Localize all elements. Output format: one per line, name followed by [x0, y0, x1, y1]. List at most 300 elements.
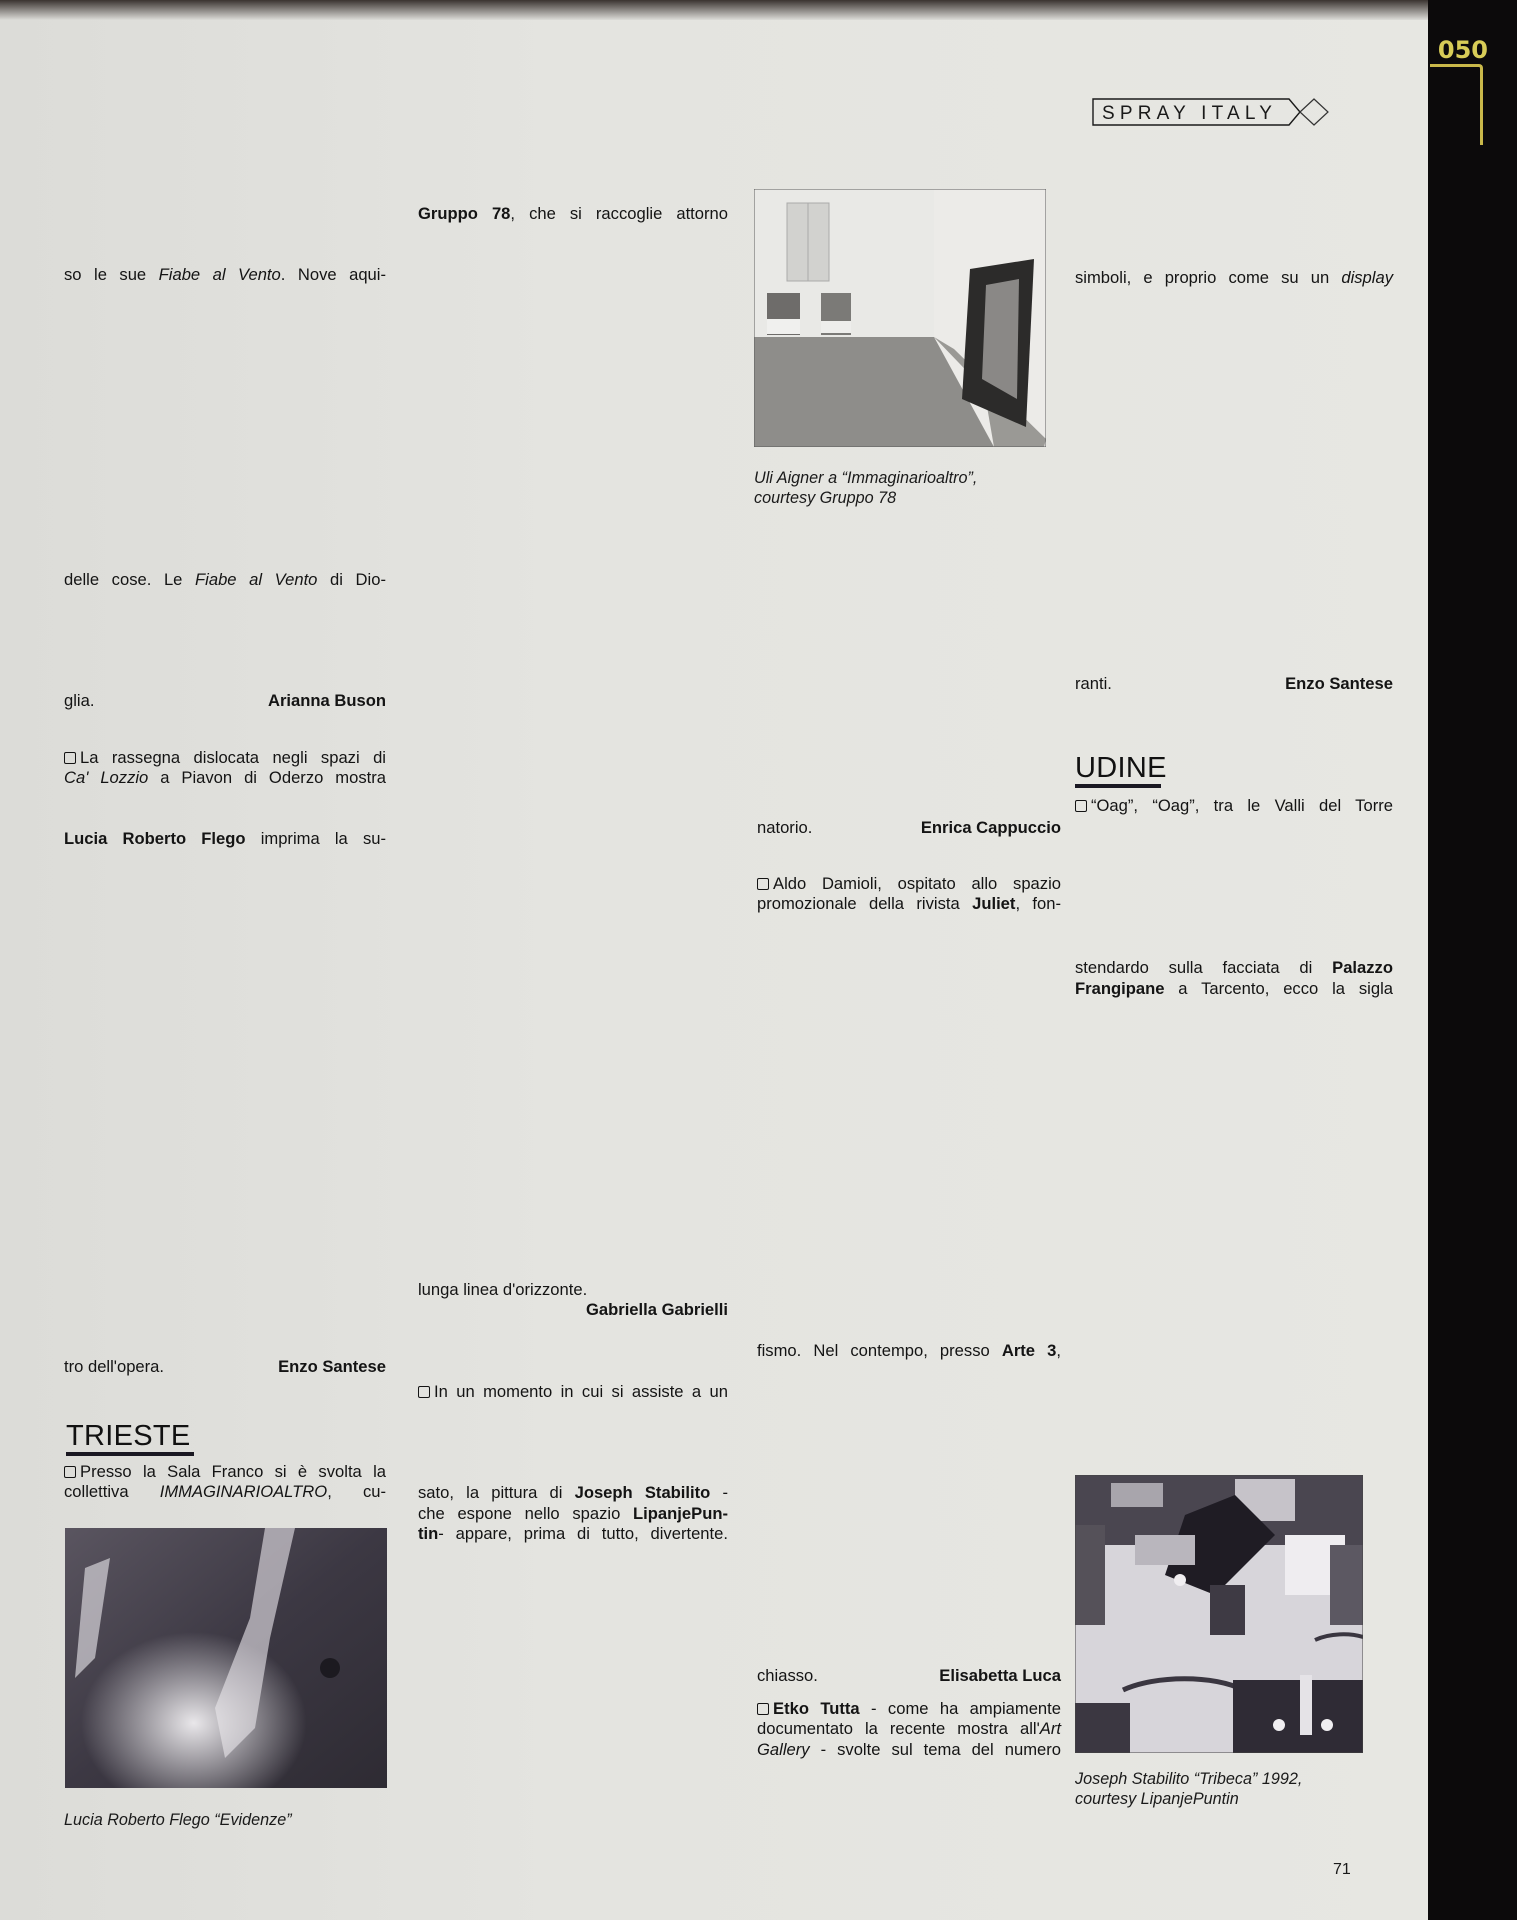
text-line: documentato la recente mostra all'Art — [757, 1719, 1061, 1739]
text-line — [64, 1012, 386, 1032]
text-line — [757, 1321, 1061, 1341]
text-line — [757, 975, 1061, 995]
text-line — [418, 1219, 728, 1239]
text-line — [418, 935, 728, 955]
text-line — [418, 1239, 728, 1259]
text-line — [64, 225, 386, 245]
column-3-article-c — [757, 1699, 1061, 1821]
text-line — [64, 1337, 386, 1357]
text-line — [1075, 1182, 1393, 1202]
closing-text: tro dell'opera. — [64, 1356, 165, 1376]
text-line — [1075, 918, 1393, 938]
text-line — [418, 955, 728, 975]
text-line — [418, 1666, 728, 1686]
text-line: promozionale della rivista Juliet, fon- — [757, 894, 1061, 914]
text-line — [1075, 309, 1393, 329]
text-line — [64, 184, 386, 204]
text-line — [1075, 816, 1393, 836]
text-line — [64, 1316, 386, 1336]
text-line — [418, 488, 728, 508]
text-line — [1075, 837, 1393, 857]
text-line — [64, 610, 386, 630]
text-line — [64, 1032, 386, 1052]
text-line — [418, 1158, 728, 1178]
text-line — [1075, 634, 1393, 654]
text-line — [1075, 1385, 1393, 1405]
text-line — [418, 915, 728, 935]
text-line — [418, 1118, 728, 1138]
text-line — [418, 387, 728, 407]
text-line — [757, 1239, 1061, 1259]
text-line — [418, 1077, 728, 1097]
text-line — [757, 1463, 1061, 1483]
text-line: Ca' Lozzio a Piavon di Oderzo mostra — [64, 768, 386, 788]
text-line — [1075, 1202, 1393, 1222]
text-line — [64, 1296, 386, 1316]
text-line — [1075, 573, 1393, 593]
text-line — [1075, 228, 1393, 248]
photo-lucia-roberto-flego-evidenze — [65, 1528, 387, 1788]
spine-issue-number: 050 — [1437, 36, 1488, 64]
text-line — [1075, 1425, 1393, 1445]
text-line — [418, 834, 728, 854]
page-number: 71 — [1333, 1861, 1351, 1878]
text-line — [757, 915, 1061, 935]
text-line: delle cose. Le Fiabe al Vento di Dio- — [64, 569, 386, 589]
text-line — [757, 676, 1061, 696]
text-line — [757, 1097, 1061, 1117]
text-line — [757, 996, 1061, 1016]
text-line — [418, 590, 728, 610]
text-line — [64, 849, 386, 869]
text-line — [64, 870, 386, 890]
author-name: Enzo Santese — [278, 1356, 386, 1376]
text-line — [64, 488, 386, 508]
text-line — [1075, 1100, 1393, 1120]
text-line — [1075, 1303, 1393, 1323]
signature-line — [418, 1300, 728, 1320]
text-line — [418, 265, 728, 285]
text-line — [418, 773, 728, 793]
text-line — [757, 1361, 1061, 1381]
text-line — [1075, 451, 1393, 471]
column-4-article-a — [1075, 187, 1393, 694]
text-line — [418, 1788, 728, 1808]
text-line — [1075, 1060, 1393, 1080]
text-line — [757, 757, 1061, 777]
text-line — [64, 509, 386, 529]
text-line — [418, 346, 728, 366]
column-3-article-a — [757, 554, 1061, 838]
column-2-article-a — [418, 184, 728, 1321]
text-line — [1075, 552, 1393, 572]
text-line — [1075, 1121, 1393, 1141]
text-line — [1075, 329, 1393, 349]
text-line — [757, 1625, 1061, 1645]
text-line: lunga linea d'orizzonte. — [418, 1280, 588, 1300]
text-line: Gruppo 78, che si raccoglie attorno — [418, 204, 729, 224]
text-line — [418, 813, 728, 833]
text-line: fismo. Nel contempo, presso Arte 3, — [757, 1340, 1061, 1360]
text-line — [418, 285, 728, 305]
text-line — [757, 1219, 1061, 1239]
paragraph-bullet-icon — [757, 1703, 769, 1715]
text-line: Presso la Sala Franco si è svolta la — [64, 1462, 386, 1482]
author-name: Elisabetta Luca — [939, 1665, 1061, 1685]
caption-line: courtesy LipanjePuntin — [1075, 1790, 1239, 1809]
text-line — [418, 854, 728, 874]
signature-line — [757, 1666, 1061, 1686]
text-line — [418, 732, 728, 752]
text-line: collettiva IMMAGINARIOALTRO, cu- — [64, 1482, 386, 1502]
text-line — [757, 1483, 1061, 1503]
text-line — [64, 387, 386, 407]
text-line — [757, 1057, 1061, 1077]
author-name: Enzo Santese — [1285, 674, 1393, 694]
text-line — [1075, 613, 1393, 633]
text-line — [757, 955, 1061, 975]
text-line — [418, 428, 728, 448]
text-line — [418, 1605, 728, 1625]
text-line — [1075, 491, 1393, 511]
text-line — [64, 448, 386, 468]
text-line — [1075, 999, 1393, 1019]
text-line — [1075, 938, 1393, 958]
text-line — [757, 1780, 1061, 1800]
text-line — [1075, 431, 1393, 451]
text-line — [1075, 1344, 1393, 1364]
text-line — [757, 635, 1061, 655]
text-line — [418, 1768, 728, 1788]
text-line — [418, 874, 728, 894]
text-line — [418, 631, 728, 651]
text-line — [757, 1584, 1061, 1604]
text-line — [757, 1800, 1061, 1820]
text-line — [418, 1402, 728, 1422]
text-line — [64, 285, 386, 305]
text-line — [757, 1442, 1061, 1462]
text-line — [418, 671, 728, 691]
caption-line: Uli Aigner a “Immaginarioaltro”, — [754, 469, 978, 487]
text-line — [418, 1829, 728, 1849]
page-top-shadow — [0, 0, 1428, 20]
text-line — [418, 245, 728, 265]
text-line — [418, 184, 728, 204]
text-line — [757, 737, 1061, 757]
paragraph-bullet-icon — [418, 1386, 430, 1398]
text-line — [418, 1179, 728, 1199]
photo-joseph-stabilito-tribeca — [1075, 1475, 1363, 1753]
text-line — [418, 1057, 728, 1077]
text-line — [1075, 1080, 1393, 1100]
text-line — [64, 931, 386, 951]
text-line — [64, 1276, 386, 1296]
text-line: tin- appare, prima di tutto, divertente. — [418, 1524, 728, 1544]
text-line — [757, 1260, 1061, 1280]
text-line — [418, 1016, 728, 1036]
text-line — [757, 1564, 1061, 1584]
text-line — [418, 610, 728, 630]
text-line — [64, 1174, 386, 1194]
text-line — [64, 971, 386, 991]
heading-trieste-underline — [66, 1452, 194, 1456]
text-line — [757, 655, 1061, 675]
text-line — [418, 1423, 728, 1443]
signature-line — [757, 818, 1061, 838]
text-line — [1075, 1364, 1393, 1384]
text-line — [757, 574, 1061, 594]
heading-trieste: TRIESTE — [66, 1420, 191, 1452]
caption-line: Joseph Stabilito “Tribeca” 1992, — [1075, 1770, 1303, 1788]
text-line — [418, 1544, 728, 1564]
text-line — [418, 448, 728, 468]
text-line — [757, 1016, 1061, 1036]
column-3-article-b — [757, 874, 1061, 1686]
text-line — [64, 992, 386, 1012]
paragraph-bullet-icon — [64, 752, 76, 764]
text-line — [64, 549, 386, 569]
text-line — [1075, 1243, 1393, 1263]
text-line — [757, 777, 1061, 797]
text-line — [418, 1626, 728, 1646]
text-line — [64, 1073, 386, 1093]
closing-text: ranti. — [1075, 674, 1112, 694]
text-line — [757, 615, 1061, 635]
text-line — [757, 1158, 1061, 1178]
text-line — [757, 1300, 1061, 1320]
heading-udine-underline — [1075, 784, 1161, 788]
text-line — [1075, 532, 1393, 552]
text-line — [418, 1727, 728, 1747]
text-line — [1075, 187, 1393, 207]
text-line — [418, 651, 728, 671]
paragraph-bullet-icon — [64, 1466, 76, 1478]
text-line — [418, 894, 728, 914]
text-line — [757, 595, 1061, 615]
text-line — [64, 671, 386, 691]
text-line — [1075, 654, 1393, 674]
text-line: simboli, e proprio come su un display — [1075, 268, 1393, 288]
text-line — [757, 716, 1061, 736]
text-line: che espone nello spazio LipanjePun- — [418, 1503, 728, 1523]
text-line — [1075, 512, 1393, 532]
text-line — [1075, 1405, 1393, 1425]
text-line — [1075, 349, 1393, 369]
text-line — [64, 890, 386, 910]
text-line: La rassegna dislocata negli spazi di — [64, 748, 386, 768]
column-1-article-c — [64, 1462, 386, 1503]
text-line — [418, 407, 728, 427]
text-line — [1075, 1263, 1393, 1283]
text-line — [1075, 877, 1393, 897]
text-line — [1075, 248, 1393, 268]
text-line — [64, 204, 386, 224]
text-line — [757, 1199, 1061, 1219]
text-line — [418, 1808, 728, 1828]
logo-text: SPRAY ITALY — [1102, 103, 1278, 124]
paragraph-bullet-icon — [1075, 800, 1087, 812]
text-line — [418, 225, 728, 245]
text-line: Aldo Damioli, ospitato allo spazio — [757, 874, 1061, 894]
text-line — [757, 554, 1061, 574]
text-line — [1075, 1324, 1393, 1344]
text-line — [757, 1118, 1061, 1138]
text-line — [1075, 410, 1393, 430]
text-line — [757, 1645, 1061, 1665]
text-line — [1075, 593, 1393, 613]
text-line — [418, 1036, 728, 1056]
text-line: Gallery - svolte sul tema del numero — [757, 1739, 1061, 1759]
text-line — [418, 1646, 728, 1666]
text-line — [418, 752, 728, 772]
text-line — [418, 509, 728, 529]
text-line — [757, 1544, 1061, 1564]
photo-caption-evidenze: Lucia Roberto Flego “Evidenze” — [64, 1811, 292, 1829]
text-line — [418, 691, 728, 711]
text-line — [418, 976, 728, 996]
text-line — [1075, 370, 1393, 390]
text-line: sato, la pittura di Joseph Stabilito - — [418, 1483, 729, 1503]
text-line — [757, 1402, 1061, 1422]
text-line — [418, 996, 728, 1016]
text-line — [757, 935, 1061, 955]
signature-line — [64, 1357, 386, 1377]
text-line — [418, 326, 728, 346]
text-line — [418, 1463, 728, 1483]
author-name: Gabriella Gabrielli — [585, 1300, 728, 1320]
author-name: Enrica Cappuccio — [920, 817, 1061, 837]
text-line — [418, 1199, 728, 1219]
text-line: Lucia Roberto Flego imprima la su- — [64, 829, 386, 849]
column-1-article-a — [64, 184, 386, 712]
spray-italy-logo — [1092, 97, 1350, 127]
text-line — [1075, 207, 1393, 227]
author-name: Arianna Buson — [267, 691, 386, 711]
text-line — [64, 1215, 386, 1235]
text-line — [757, 1605, 1061, 1625]
heading-udine: UDINE — [1075, 752, 1167, 784]
text-line: Frangipane a Tarcento, ecco la sigla — [1075, 978, 1393, 998]
text-line — [418, 1260, 728, 1280]
text-line: “Oag”, “Oag”, tra le Valli del Torre — [1075, 796, 1393, 816]
text-line — [418, 1565, 728, 1585]
text-line — [64, 407, 386, 427]
text-line — [64, 245, 386, 265]
text-line — [418, 793, 728, 813]
text-line — [418, 712, 728, 732]
text-line — [418, 1585, 728, 1605]
text-line: Etko Tutta - come ha ampiamente — [757, 1699, 1061, 1719]
column-2-article-b — [418, 1382, 728, 1849]
text-line — [64, 326, 386, 346]
text-line — [757, 1077, 1061, 1097]
spine-arch-decoration — [1430, 64, 1483, 145]
text-line — [1075, 390, 1393, 410]
text-line — [757, 1036, 1061, 1056]
text-line — [1075, 857, 1393, 877]
column-4-article-b — [1075, 796, 1393, 1446]
text-line — [757, 798, 1061, 818]
text-line — [64, 1093, 386, 1113]
magazine-spine — [1428, 0, 1517, 1920]
text-line — [757, 1422, 1061, 1442]
column-1-article-b — [64, 748, 386, 1377]
text-line — [64, 1195, 386, 1215]
text-line — [64, 1255, 386, 1275]
text-line — [64, 1113, 386, 1133]
text-line — [757, 696, 1061, 716]
text-line — [418, 306, 728, 326]
text-line — [418, 367, 728, 387]
text-line — [64, 1235, 386, 1255]
text-line — [418, 1443, 728, 1463]
closing-text: chiasso. — [757, 1665, 818, 1685]
text-line — [64, 346, 386, 366]
closing-text: natorio. — [757, 817, 813, 837]
text-line — [64, 590, 386, 610]
text-line — [64, 789, 386, 809]
text-line — [757, 1760, 1061, 1780]
text-line — [64, 428, 386, 448]
text-line — [1075, 1141, 1393, 1161]
text-line — [1075, 1019, 1393, 1039]
text-line — [757, 1381, 1061, 1401]
text-line — [64, 651, 386, 671]
text-line — [418, 1138, 728, 1158]
text-line — [1075, 1161, 1393, 1181]
photo-caption-uli-aigner — [754, 468, 1064, 509]
text-line — [757, 1503, 1061, 1523]
photo-caption-tribeca — [1075, 1769, 1385, 1810]
text-line — [418, 468, 728, 488]
text-line — [757, 1524, 1061, 1544]
text-line — [418, 549, 728, 569]
text-line — [64, 1134, 386, 1154]
text-line: stendardo sulla facciata di Palazzo — [1075, 958, 1393, 978]
text-line: In un momento in cui si assiste a un — [418, 1382, 728, 1402]
caption-line: courtesy Gruppo 78 — [754, 489, 897, 508]
signature-line — [1075, 674, 1393, 694]
text-line — [757, 1178, 1061, 1198]
text-line — [64, 910, 386, 930]
text-line — [418, 1707, 728, 1727]
text-line — [1075, 288, 1393, 308]
text-line: so le sue Fiabe al Vento. Nove aqui- — [64, 265, 386, 285]
text-line — [64, 367, 386, 387]
text-line — [1075, 471, 1393, 491]
signature-line — [64, 691, 386, 711]
text-line — [418, 1686, 728, 1706]
text-line — [757, 1138, 1061, 1158]
text-line — [64, 809, 386, 829]
text-line — [64, 1154, 386, 1174]
text-line — [64, 631, 386, 651]
text-line — [757, 1280, 1061, 1300]
text-line — [418, 529, 728, 549]
text-line — [1075, 1283, 1393, 1303]
closing-text: glia. — [64, 691, 95, 711]
text-line — [418, 1747, 728, 1767]
text-line — [64, 468, 386, 488]
text-line — [64, 951, 386, 971]
text-line — [1075, 1040, 1393, 1060]
paragraph-bullet-icon — [757, 878, 769, 890]
text-line — [418, 1097, 728, 1117]
text-line — [64, 1052, 386, 1072]
text-line — [418, 570, 728, 590]
text-line — [1075, 897, 1393, 917]
text-line — [64, 306, 386, 326]
